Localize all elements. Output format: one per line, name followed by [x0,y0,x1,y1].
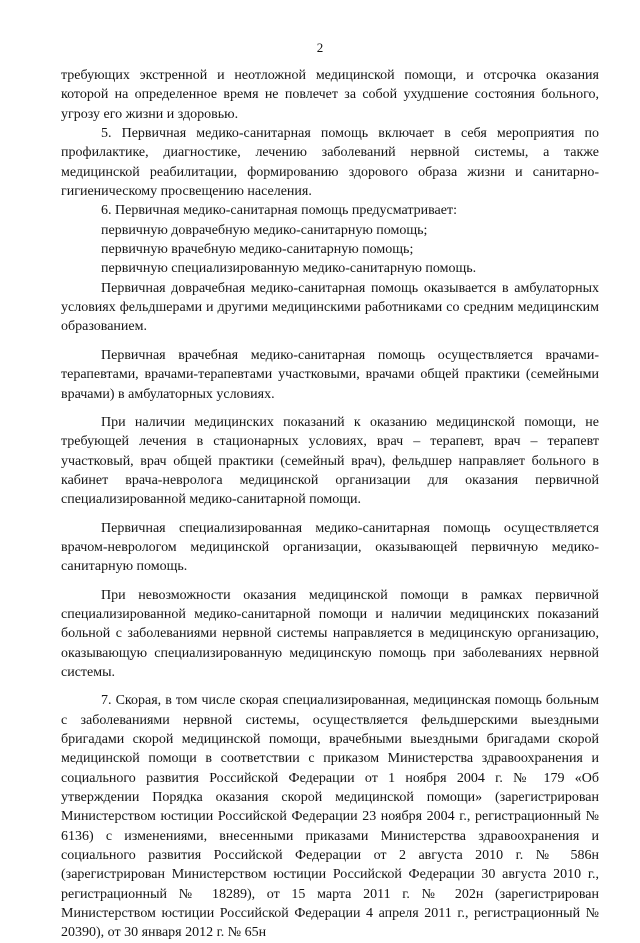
paragraph: При наличии медицинских показаний к оказанию медицинской помощи, не требующей лечения в стационарных условиях, врач – терапевт, врач – терапевт участковый, врач общей практики (семейный врач), фельдшер направляет больного в кабинет врача-невролога медицинской организации для оказания первичной специализированной медико-санитарной помощи. [61,414,599,508]
paragraph: 6. Первичная медико-санитарная помощь предусматривает: [101,203,457,219]
paragraph: первичную специализированную медико-санитарную помощь. [101,261,477,277]
paragraph: Первичная доврачебная медико-санитарная помощь оказывается в амбулаторных условиях фельдшерами и другими медицинскими работниками со средним медицинским образованием. [61,280,599,335]
paragraph: требующих экстренной и неотложной медицинской помощи, и отсрочка оказания которой на определенное время не повлечет за собой ухудшение состояния больного, угрозу его жизни и здоровью. [61,68,599,122]
paragraph: Первичная специализированная медико-санитарная помощь осуществляется врачом-неврологом медицинской организации, оказывающей первичную медико-санитарную помощь. [61,520,599,575]
paragraph: 7. Скорая, в том числе скорая специализированная, медицинская помощь больным с заболеваниями нервной системы, осуществляется фельдшерскими выездными бригадами скорой медицинской помощи, врачебными выездными бригадами скорой медицинской помощи в соответствии с приказом Министерства здравоохранения и социального развития Российской Федерации от 1 ноября 2004 г. № 179 «Об утверждении Порядка оказания скорой медицинской помощи» (зарегистрирован Министерством юстиции Российской Федерации 23 ноября 2004 г., регистрационный № 6136) с изменениями, внесенными приказами Министерства здравоохранения и социального развития Российской Федерации от 2 августа 2010 г. № 586н (зарегистрирован Министерством юстиции Российской Федерации 30 августа 2010 г., регистрационный № 18289), от 15 марта 2011 г. № 202н (зарегистрирован Министерством юстиции Российской Федерации 4 апреля 2011 г., регистрационный № 20390), от 30 января 2012 г. № 65н [61,693,599,941]
paragraph: При невозможности оказания медицинской помощи в рамках первичной специализированной медико-санитарной помощи и наличии медицинских показаний больной с заболеваниями нервной системы направляется в медицинскую организацию, оказывающую специализированную медицинскую помощь при заболеваниях нервной системы. [61,587,599,680]
paragraph: Первичная врачебная медико-санитарная помощь осуществляется врачами-терапевтами, врачами-терапевтами участковыми, врачами общей практики (семейными врачами) в амбулаторных условиях. [61,347,599,402]
page-number: 2 [316,40,324,55]
paragraph: первичную доврачебную медико-санитарную помощь; [101,222,428,238]
paragraph: первичную врачебную медико-санитарную помощь; [101,242,414,258]
document-body [61,66,599,943]
paragraph: 5. Первичная медико-санитарная помощь включает в себя мероприятия по профилактике, диагностике, лечению заболеваний нервной системы, а также медицинской реабилитации, формированию здорового образа жизни и санитарно-гигиеническому просвещению населения. [61,126,599,200]
